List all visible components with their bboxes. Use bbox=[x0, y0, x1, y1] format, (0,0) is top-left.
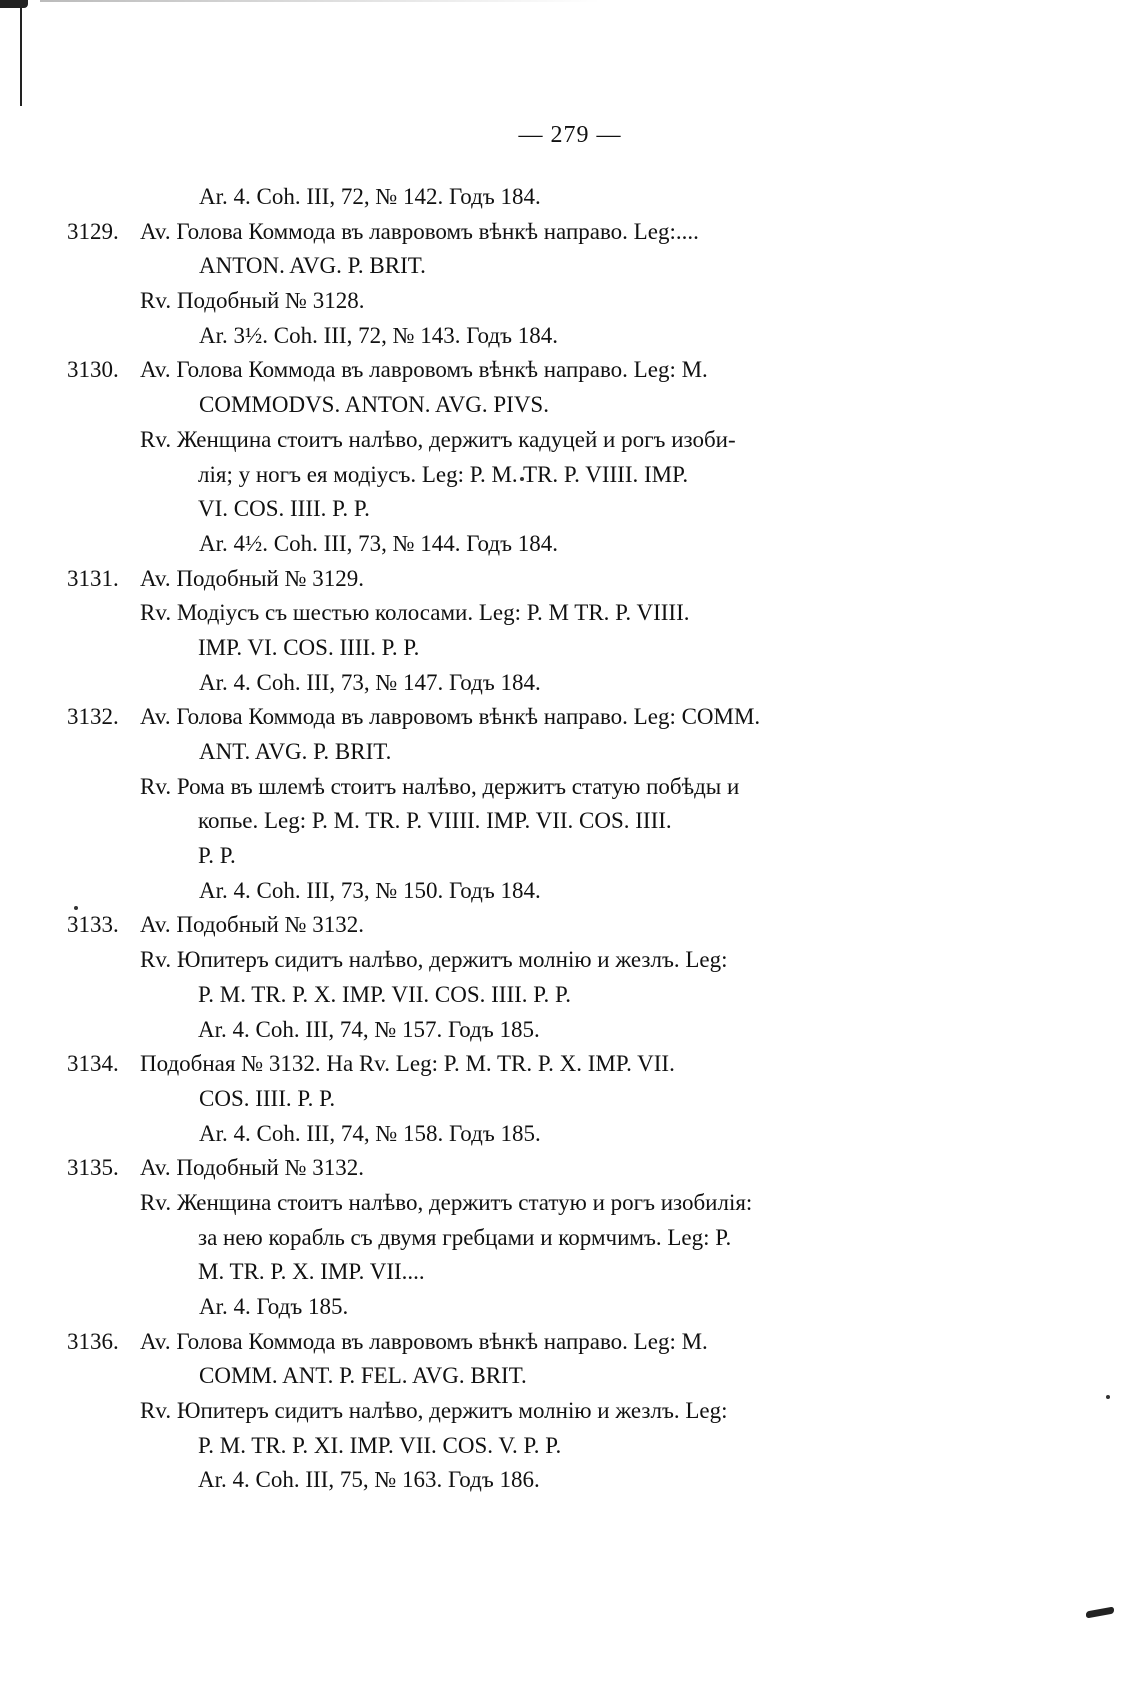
line-text: Ar. 4. Coh. III, 73, № 147. Годъ 184. bbox=[199, 669, 541, 695]
line-text: Rv. Женщина стоитъ налѣво, держитъ статую и рогъ изобилія: bbox=[140, 1189, 753, 1215]
line-text: Ar. 4. Coh. III, 74, № 157. Годъ 185. bbox=[198, 1016, 540, 1042]
catalog-line bbox=[0, 666, 1140, 701]
catalog-line bbox=[0, 1186, 1140, 1221]
line-text: за нею корабль съ двумя гребцами и кормчимъ. Leg: P. bbox=[198, 1224, 732, 1250]
line-text: Av. Подобный № 3129. bbox=[140, 565, 365, 591]
line-text: Ar. 4. Coh. III, 73, № 150. Годъ 184. bbox=[199, 877, 541, 903]
entry-number: 3132. bbox=[67, 704, 119, 730]
catalog-line bbox=[0, 1047, 1140, 1082]
scan-dash-mark bbox=[1086, 1607, 1114, 1619]
line-text: Подобная № 3132. На Rv. Leg: P. M. TR. P. X. IMP. VII. bbox=[140, 1051, 675, 1077]
catalog-line bbox=[0, 631, 1140, 666]
catalog-line bbox=[0, 388, 1140, 423]
catalog-line bbox=[0, 1221, 1140, 1256]
catalog-line bbox=[0, 492, 1140, 527]
line-text: Rv. Рома въ шлемѣ стоитъ налѣво, держитъ статую побѣды и bbox=[140, 773, 740, 799]
line-text: Av. Голова Коммода въ лавровомъ вѣнкѣ направо. Leg: M. bbox=[140, 357, 708, 383]
entry-number: 3131. bbox=[67, 565, 119, 591]
line-text: Av. Голова Коммода въ лавровомъ вѣнкѣ направо. Leg: COMM. bbox=[140, 704, 761, 730]
line-text: Rv. Модіусъ съ шестью колосами. Leg: P. M TR. P. VIIII. bbox=[140, 600, 690, 626]
line-text: M. TR. P. X. IMP. VII.... bbox=[198, 1259, 425, 1285]
line-text: Ar. 4. Coh. III, 74, № 158. Годъ 185. bbox=[199, 1120, 541, 1146]
catalog-line bbox=[0, 1255, 1140, 1290]
line-text: COMM. ANT. P. FEL. AVG. BRIT. bbox=[199, 1363, 527, 1389]
catalog-line bbox=[0, 249, 1140, 284]
line-text: P. M. TR. P. X. IMP. VII. COS. IIII. P. P. bbox=[198, 981, 571, 1007]
catalog-line bbox=[0, 1013, 1140, 1048]
catalog-line bbox=[0, 874, 1140, 909]
line-text: P. M. TR. P. XI. IMP. VII. COS. V. P. P. bbox=[198, 1432, 562, 1458]
catalog-line bbox=[0, 527, 1140, 562]
catalog-line bbox=[0, 1117, 1140, 1152]
line-text: Av. Подобный № 3132. bbox=[140, 1155, 365, 1181]
catalog-line bbox=[0, 770, 1140, 805]
line-text: COMMODVS. ANTON. AVG. PIVS. bbox=[199, 392, 549, 418]
catalog-line bbox=[0, 319, 1140, 354]
catalog-line bbox=[0, 1429, 1140, 1464]
entry-number: 3133. bbox=[67, 912, 119, 938]
line-text: Ar. 4. Годъ 185. bbox=[199, 1294, 349, 1319]
entry-number: 3136. bbox=[67, 1328, 119, 1354]
catalog-line bbox=[0, 1359, 1140, 1394]
line-text: VI. COS. IIII. P. P. bbox=[198, 496, 370, 522]
line-text: ANTON. AVG. P. BRIT. bbox=[199, 253, 426, 279]
catalog-line bbox=[0, 284, 1140, 319]
catalog-line bbox=[0, 1394, 1140, 1429]
line-text: Av. Подобный № 3132. bbox=[140, 912, 365, 938]
page-number: — 279 — bbox=[518, 122, 622, 148]
catalog-line bbox=[0, 458, 1140, 493]
catalog-line bbox=[0, 562, 1140, 597]
catalog-line bbox=[0, 1151, 1140, 1186]
catalog-line bbox=[0, 735, 1140, 770]
entry-number: 3135. bbox=[67, 1155, 119, 1181]
line-text: Ar. 4. Coh. III, 75, № 163. Годъ 186. bbox=[198, 1467, 540, 1493]
entry-number: 3130. bbox=[67, 357, 119, 383]
catalog-line bbox=[0, 596, 1140, 631]
catalog-line bbox=[0, 1325, 1140, 1360]
catalog-text bbox=[0, 180, 1140, 1498]
scan-edge-line bbox=[20, 0, 22, 106]
line-text: Ar. 4. Coh. III, 72, № 142. Годъ 184. bbox=[199, 184, 541, 209]
catalog-line bbox=[0, 1290, 1140, 1325]
scan-top-rule bbox=[40, 0, 600, 2]
line-text: Ar. 3½. Coh. III, 72, № 143. Годъ 184. bbox=[199, 322, 558, 348]
catalog-line bbox=[0, 353, 1140, 388]
catalog-line bbox=[0, 943, 1140, 978]
catalog-line bbox=[0, 1463, 1140, 1498]
catalog-line bbox=[0, 700, 1140, 735]
line-text: ANT. AVG. P. BRIT. bbox=[199, 739, 392, 764]
catalog-line bbox=[0, 978, 1140, 1013]
catalog-line bbox=[0, 839, 1140, 874]
catalog-line bbox=[0, 908, 1140, 943]
line-text: COS. IIII. P. P. bbox=[199, 1085, 336, 1111]
catalog-line bbox=[0, 1082, 1140, 1117]
line-text: Rv. Подобный № 3128. bbox=[140, 288, 365, 314]
line-text: Av. Голова Коммода въ лавровомъ вѣнкѣ направо. Leg: M. bbox=[140, 1328, 708, 1354]
line-text: P. P. bbox=[198, 843, 236, 869]
line-text: Av. Голова Коммода въ лавровомъ вѣнкѣ направо. Leg:.... bbox=[140, 218, 699, 244]
line-text: Rv. Женщина стоитъ налѣво, держитъ кадуцей и рогъ изоби- bbox=[140, 426, 736, 452]
line-text: Rv. Юпитеръ сидитъ налѣво, держитъ молнію и жезлъ. Leg: bbox=[140, 947, 728, 973]
scan-edge-corner bbox=[0, 0, 28, 8]
catalog-line bbox=[0, 180, 1140, 215]
catalog-line bbox=[0, 804, 1140, 839]
entry-number: 3134. bbox=[67, 1051, 119, 1077]
entry-number: 3129. bbox=[67, 218, 119, 244]
line-text: Rv. Юпитеръ сидитъ налѣво, держитъ молнію и жезлъ. Leg: bbox=[140, 1398, 728, 1424]
catalog-line bbox=[0, 215, 1140, 250]
line-text: Ar. 4½. Coh. III, 73, № 144. Годъ 184. bbox=[199, 530, 558, 556]
line-text: IMP. VI. COS. IIII. P. P. bbox=[198, 634, 420, 660]
line-text: копье. Leg: P. M. TR. P. VIIII. IMP. VII. COS. IIII. bbox=[198, 808, 672, 834]
catalog-line bbox=[0, 423, 1140, 458]
line-text: лія; у ногъ ея модіусъ. Leg: P. M. TR. P. VIIII. IMP. bbox=[198, 461, 689, 487]
